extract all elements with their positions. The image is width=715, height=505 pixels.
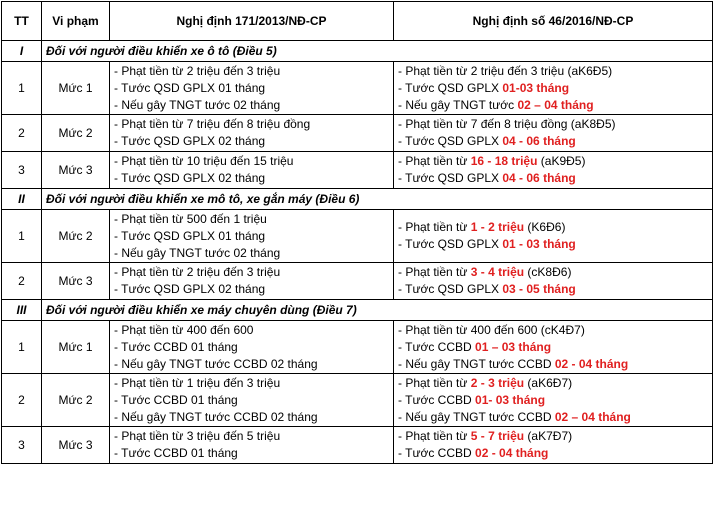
penalty-text: - Phạt tiền từ xyxy=(398,429,471,443)
old-penalty-line: - Tước QSD GPLX 01 tháng xyxy=(114,228,266,243)
penalty-text: (aK7Đ7) xyxy=(524,429,573,443)
row-number: 3 xyxy=(2,152,42,189)
penalty-text: - Phạt tiền từ xyxy=(398,265,471,279)
new-decree-cell xyxy=(394,210,713,263)
table-row xyxy=(2,210,713,263)
section-number: II xyxy=(2,189,42,210)
changed-value: 16 - 18 triệu xyxy=(470,154,538,168)
changed-value: 3 - 4 triệu xyxy=(470,265,525,279)
changed-value: 01 - 03 tháng xyxy=(502,237,576,251)
changed-value: 02 – 04 tháng xyxy=(554,409,631,424)
row-number: 1 xyxy=(2,62,42,115)
new-decree-cell xyxy=(394,263,713,300)
violation-level: Mức 1 xyxy=(42,321,110,374)
penalty-text: - Phạt tiền từ xyxy=(398,154,471,168)
penalty-text: - Tước CCBD xyxy=(398,392,476,407)
header-tt: TT xyxy=(2,2,42,41)
changed-value: 04 - 06 tháng xyxy=(502,134,576,148)
penalty-text: - Nếu gây TNGT tước xyxy=(398,97,518,112)
new-decree-cell xyxy=(394,115,713,152)
violation-level: Mức 3 xyxy=(42,427,110,464)
old-penalty-line: - Phạt tiền từ 3 triệu đến 5 triệu xyxy=(114,429,281,443)
new-decree-cell xyxy=(394,321,713,374)
new-decree-cell xyxy=(394,62,713,115)
old-penalty-line: - Phạt tiền từ 10 triệu đến 15 triệu xyxy=(114,154,294,168)
penalty-text: - Tước QSD GPLX xyxy=(398,237,503,251)
section-row xyxy=(2,189,713,210)
penalty-text: - Tước QSD GPLX xyxy=(398,134,503,148)
header-old-decree: Nghị định 171/2013/NĐ-CP xyxy=(110,2,394,41)
new-decree-cell xyxy=(394,374,713,427)
section-number: I xyxy=(2,41,42,62)
old-penalty-line: - Tước CCBD 01 tháng xyxy=(114,446,238,460)
penalty-text: - Tước CCBD xyxy=(398,446,476,460)
changed-value: 1 - 2 triệu xyxy=(470,220,525,234)
old-penalty-line: - Nếu gây TNGT tước CCBD 02 tháng xyxy=(114,409,318,424)
penalty-text: - Nếu gây TNGT tước CCBD xyxy=(398,356,555,371)
new-penalty-line xyxy=(398,153,708,170)
new-penalty-line xyxy=(398,116,708,133)
table-row xyxy=(2,321,713,374)
penalty-text: - Phạt tiền từ 2 triệu đến 3 triệu (aK6Đ5) xyxy=(398,63,613,78)
changed-value: 01- 03 tháng xyxy=(475,392,546,407)
penalty-text: - Phạt tiền từ 7 đến 8 triệu đồng (aK8Đ5) xyxy=(398,117,616,131)
violation-level: Mức 1 xyxy=(42,62,110,115)
old-decree-cell xyxy=(110,152,394,189)
new-penalty-line xyxy=(398,409,708,426)
changed-value: 5 - 7 triệu xyxy=(470,429,525,443)
new-penalty-line xyxy=(398,133,708,150)
row-number: 2 xyxy=(2,374,42,427)
table-header-row xyxy=(2,2,713,41)
old-penalty-line: - Nếu gây TNGT tước 02 tháng xyxy=(114,245,281,260)
new-penalty-line xyxy=(398,356,708,373)
penalty-text: (aK6Đ7) xyxy=(524,375,573,390)
changed-value: 02 – 04 tháng xyxy=(517,97,594,112)
new-decree-cell xyxy=(394,427,713,464)
old-penalty-line: - Tước QSD GPLX 02 tháng xyxy=(114,171,266,185)
old-penalty-line: - Nếu gây TNGT tước CCBD 02 tháng xyxy=(114,356,318,371)
changed-value: 03 - 05 tháng xyxy=(502,282,576,296)
section-title: Đối với người điều khiển xe ô tô (Điều 5) xyxy=(42,41,713,62)
old-penalty-line: - Tước QSD GPLX 02 tháng xyxy=(114,134,266,148)
penalty-text: - Tước QSD GPLX xyxy=(398,282,503,296)
row-number: 1 xyxy=(2,321,42,374)
new-penalty-line xyxy=(398,339,708,356)
penalty-text: (K6Đ6) xyxy=(524,220,566,234)
changed-value: 02 - 04 tháng xyxy=(554,356,629,371)
section-title: Đối với người điều khiển xe máy chuyên dùng (Điều 7) xyxy=(42,300,713,321)
table-body xyxy=(2,2,713,464)
new-penalty-line xyxy=(398,264,708,281)
new-penalty-line xyxy=(398,219,708,236)
old-penalty-line: - Tước CCBD 01 tháng xyxy=(114,339,238,354)
old-penalty-line: - Tước CCBD 01 tháng xyxy=(114,392,238,407)
old-decree-cell xyxy=(110,210,394,263)
violation-level: Mức 2 xyxy=(42,210,110,263)
old-decree-cell xyxy=(110,374,394,427)
section-number: III xyxy=(2,300,42,321)
header-violation: Vi phạm xyxy=(42,2,110,41)
row-number: 2 xyxy=(2,115,42,152)
changed-value: 01 – 03 tháng xyxy=(475,339,552,354)
section-row xyxy=(2,41,713,62)
new-penalty-line xyxy=(398,392,708,409)
table-row xyxy=(2,152,713,189)
changed-value: 01-03 tháng xyxy=(502,80,570,95)
new-penalty-line xyxy=(398,97,708,114)
header-new-decree: Nghị định số 46/2016/NĐ-CP xyxy=(394,2,713,41)
violation-level: Mức 3 xyxy=(42,152,110,189)
old-penalty-line: - Phạt tiền từ 2 triệu đến 3 triệu xyxy=(114,63,281,78)
penalty-text: (cK8Đ6) xyxy=(524,265,572,279)
row-number: 3 xyxy=(2,427,42,464)
violation-level: Mức 2 xyxy=(42,115,110,152)
changed-value: 02 - 04 tháng xyxy=(475,446,549,460)
row-number: 2 xyxy=(2,263,42,300)
new-penalty-line xyxy=(398,375,708,392)
old-decree-cell xyxy=(110,263,394,300)
old-decree-cell xyxy=(110,427,394,464)
old-penalty-line: - Phạt tiền từ 500 đến 1 triệu xyxy=(114,211,267,226)
new-penalty-line xyxy=(398,281,708,298)
table-row xyxy=(2,263,713,300)
changed-value: 2 - 3 triệu xyxy=(470,375,525,390)
new-penalty-line xyxy=(398,170,708,187)
penalty-text: - Tước QSD GPLX xyxy=(398,171,503,185)
new-penalty-line xyxy=(398,445,708,462)
penalty-text: (aK9Đ5) xyxy=(537,154,586,168)
changed-value: 04 - 06 tháng xyxy=(502,171,576,185)
table-row xyxy=(2,427,713,464)
new-decree-cell xyxy=(394,152,713,189)
old-penalty-line: - Phạt tiền từ 2 triệu đến 3 triệu xyxy=(114,265,281,279)
table-row xyxy=(2,115,713,152)
old-decree-cell xyxy=(110,115,394,152)
penalty-text: - Phạt tiền từ xyxy=(398,375,471,390)
new-penalty-line xyxy=(398,428,708,445)
old-penalty-line: - Nếu gây TNGT tước 02 tháng xyxy=(114,97,281,112)
old-penalty-line: - Tước QSD GPLX 01 tháng xyxy=(114,80,266,95)
section-title: Đối với người điều khiển xe mô tô, xe gắn máy (Điều 6) xyxy=(42,189,713,210)
old-decree-cell xyxy=(110,321,394,374)
old-penalty-line: - Phạt tiền từ 1 triệu đến 3 triệu xyxy=(114,375,281,390)
old-penalty-line: - Tước QSD GPLX 02 tháng xyxy=(114,282,266,296)
table-row xyxy=(2,374,713,427)
penalty-text: - Tước QSD GPLX xyxy=(398,80,503,95)
old-decree-cell xyxy=(110,62,394,115)
violation-level: Mức 2 xyxy=(42,374,110,427)
penalty-text: - Nếu gây TNGT tước CCBD xyxy=(398,409,555,424)
penalty-text: - Tước CCBD xyxy=(398,339,476,354)
section-row xyxy=(2,300,713,321)
violation-level: Mức 3 xyxy=(42,263,110,300)
new-penalty-line xyxy=(398,322,708,339)
old-penalty-line: - Phạt tiền từ 7 triệu đến 8 triệu đồng xyxy=(114,117,311,131)
table-row xyxy=(2,62,713,115)
penalty-comparison-table xyxy=(1,1,713,464)
new-penalty-line xyxy=(398,80,708,97)
new-penalty-line xyxy=(398,63,708,80)
penalty-text: - Phạt tiền từ xyxy=(398,220,471,234)
new-penalty-line xyxy=(398,236,708,253)
row-number: 1 xyxy=(2,210,42,263)
old-penalty-line: - Phạt tiền từ 400 đến 600 xyxy=(114,322,254,337)
penalty-text: - Phạt tiền từ 400 đến 600 (cK4Đ7) xyxy=(398,322,585,337)
